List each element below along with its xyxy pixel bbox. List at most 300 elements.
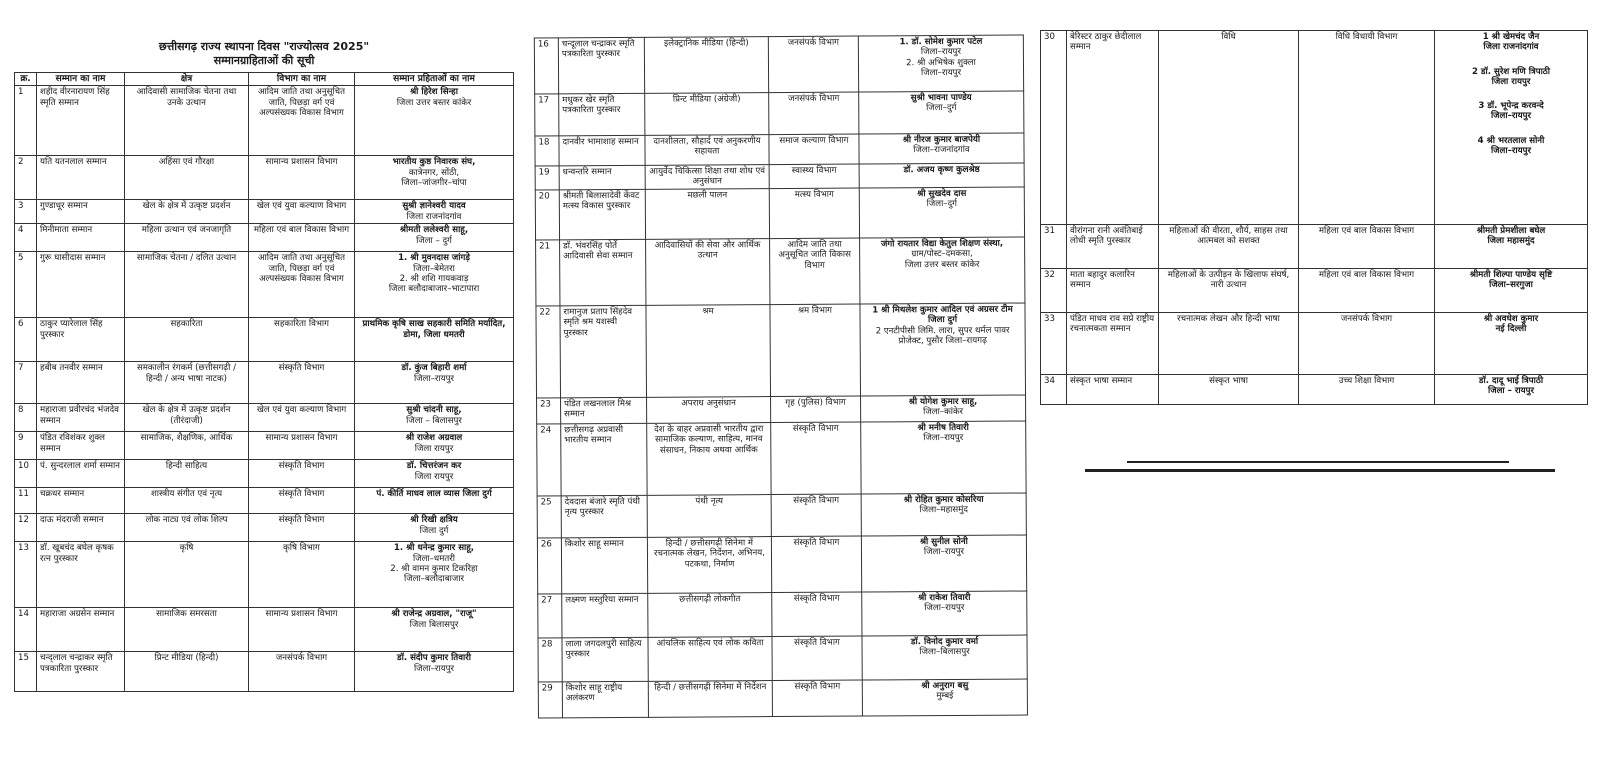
award-name: श्रीमती बिलासादेवी केंवट मत्स्य विकास पुरस्कार [559, 189, 645, 240]
recipient-line: श्री सुखदेव दास [917, 188, 967, 200]
award-field: विधि [1159, 31, 1299, 225]
award-name: पंडित माधव राव सप्रे राष्ट्रीय रचनात्मकता सम्मान [1067, 313, 1159, 375]
award-field: सामाजिक समरसता [125, 608, 249, 652]
award-field: हिन्दी / छत्तीसगढ़ी सिनेमा में निर्देशन [648, 681, 772, 718]
table-row [1041, 269, 1588, 313]
recipient-line: श्रीमती ललेश्वरी साहू, [399, 225, 469, 236]
award-name: हबीब तनवीर सम्मान [37, 362, 125, 404]
award-name: ठाकुर प्यारेलाल सिंह पुरस्कार [37, 318, 125, 362]
table-row [535, 187, 1024, 240]
award-field: आदिवासी सामाजिक चेतना तथा उनके उत्थान [125, 86, 249, 156]
table-row [1041, 313, 1588, 375]
recipient-cell [355, 318, 514, 362]
recipient-cell [355, 488, 514, 514]
document-page-3 [1040, 30, 1588, 432]
recipient-line: जिला–रायपुर [920, 47, 961, 58]
award-field: पंथी नृत्य [647, 495, 771, 538]
award-field: रचनात्मक लेखन और हिन्दी भाषा [1159, 313, 1299, 375]
recipient-line: जिला–महासमुंद [919, 505, 968, 516]
recipient-line: जिला–रायपुर [920, 67, 962, 79]
department-name: जनसंपर्क विभाग [768, 36, 858, 93]
recipient-cell [862, 591, 1027, 636]
table-row [15, 542, 514, 608]
award-field: श्रम [646, 305, 771, 398]
recipient-line: जिला बिलासपुर [409, 619, 459, 630]
table-row [535, 163, 1024, 190]
recipient-line: श्री योगेश कुमार साहू, [908, 396, 978, 408]
recipient-line: सुश्री चांदनी साहू, [406, 405, 462, 416]
title-line-2: सम्मानग्राहिताओं की सूची [213, 54, 315, 67]
department-name: जनसंपर्क विभाग [769, 92, 859, 135]
recipient-line: जिला राजनांदगांव [406, 211, 462, 222]
recipient-line: 2. श्री अभिषेक शुक्ला [906, 57, 976, 68]
award-field: हिन्दी साहित्य [125, 460, 249, 488]
department-name: सहकारिता विभाग [249, 318, 355, 362]
department-name: समाज कल्याण विभाग [769, 134, 859, 165]
header-award: सम्मान का नाम [37, 73, 125, 86]
recipient-line: श्री मनीष तिवारी [917, 422, 969, 434]
recipient-line: श्री राजेश अग्रवाल [405, 433, 463, 444]
serial-number: 29 [538, 682, 562, 718]
award-field: सामाजिक, शैक्षणिक, आर्थिक [125, 432, 249, 460]
recipient-line: पं. कीर्ति माधव लाल व्यास जिला दुर्ग [376, 489, 492, 500]
recipient-line: 2. श्री शशि गायकवाड़ [399, 273, 469, 284]
serial-number: 31 [1041, 225, 1067, 269]
serial-number: 4 [15, 224, 37, 252]
department-name: आदिम जाति तथा अनुसूचित जाति विकास विभाग [770, 238, 860, 305]
document-page-1 [14, 30, 514, 742]
serial-number: 26 [537, 538, 561, 594]
recipient-line: जिला–रायपुर [924, 603, 965, 614]
recipient-cell [859, 133, 1024, 164]
recipient-line: ग्राम/पोस्ट–दमकसा, [911, 249, 973, 260]
department-name: संस्कृति विभाग [771, 494, 861, 537]
award-field: खेल के क्षेत्र में उत्कृष्ट प्रदर्शन [125, 200, 249, 224]
recipient-cell [355, 652, 514, 692]
award-name: किशोर साहू सम्मान [561, 537, 647, 594]
department-name: महिला एवं बाल विकास विभाग [1299, 225, 1435, 269]
department-name: संस्कृति विभाग [772, 680, 862, 717]
serial-number: 12 [15, 514, 37, 542]
award-name: गुरू घासीदास सम्मान [37, 252, 125, 318]
recipient-line: जिला–दुर्ग [926, 103, 957, 114]
recipient-line: श्री अवधेश कुमार [1483, 314, 1539, 324]
award-field: दानशीलता, सौहार्द एवं अनुकरणीय सहायता [645, 135, 769, 166]
department-name: आदिम जाति तथा अनुसूचित जाति, पिछड़ा वर्ग एवं अल्पसंख्यक विकास विभाग [249, 252, 355, 318]
separator-line [1127, 461, 1509, 463]
serial-number: 23 [537, 398, 561, 424]
recipient-line: 2. श्री वामन कुमार टिकरिहा [390, 563, 478, 574]
table-row [537, 421, 1026, 496]
recipient-line: श्रीमती शिल्पा पाण्डेय सृष्टि [1469, 270, 1553, 280]
recipient-line: 1. श्री मुवनदास जांगड़े [398, 253, 470, 264]
recipient-line: भारतीय कुष्ठ निवारक संघ, [392, 157, 476, 168]
serial-number: 34 [1041, 375, 1067, 405]
recipient-cell [1435, 375, 1588, 405]
award-field: महिलाओं के उत्पीड़न के खिलाफ संघर्ष, नारी उत्थान [1159, 269, 1299, 313]
department-name: सामान्य प्रशासन विभाग [249, 156, 355, 200]
table-row [15, 362, 514, 404]
recipient-line: 1 श्री खेमचंद जैन [1482, 32, 1540, 42]
award-name: डॉ. भंवरसिंह पोर्ते आदिवासी सेवा सम्मान [560, 239, 646, 306]
award-field: देश के बाहर अप्रवासी भारतीय द्वारा सामाजिक कल्याण, साहित्य, मानव संसाधन, निकाय अथवा आर्थिक [647, 423, 771, 496]
table-row [1041, 31, 1588, 225]
table-row [535, 133, 1024, 166]
recipient-cell [862, 635, 1027, 680]
recipient-cell [355, 432, 514, 460]
recipient-cell [355, 86, 514, 156]
serial-number: 13 [15, 542, 37, 608]
recipient-line: 1. श्री धनेन्द्र कुमार साहू, [393, 543, 475, 554]
serial-number: 17 [535, 94, 559, 136]
award-name: दाऊ मंदराजी सम्मान [37, 514, 125, 542]
award-name: गुण्डाधूर सम्मान [37, 200, 125, 224]
table-row [15, 224, 514, 252]
department-name: मत्स्य विभाग [769, 188, 859, 239]
award-name: महाराजा प्रवीरचंद भंजदेव सम्मान [37, 404, 125, 432]
award-name: मधुकर खेर स्मृति पत्रकारिता पुरस्कार [559, 93, 645, 136]
table-row [15, 608, 514, 652]
recipient-line: मुम्बई [936, 691, 954, 702]
recipient-line: जिला–रायपुर [923, 433, 964, 444]
recipient-line: डॉ. कुंज बिहारी शर्मा [401, 363, 467, 374]
award-name: किशोर साहू राष्ट्रीय अलंकरण [562, 681, 648, 718]
recipient-line: 1 श्री मिथलेश कुमार आदिल एवं अग्रसर टीम जिला दुर्ग [872, 304, 1013, 326]
table-row [15, 252, 514, 318]
award-field: हिन्दी / छत्तीसगढ़ी सिनेमा में रचनात्मक लेखन, निर्देशन, अभिनय, पटकथा, निर्माण [647, 537, 771, 594]
recipient-line: श्री राकेश तिवारी [918, 592, 971, 604]
table-row [15, 404, 514, 432]
recipient-line: श्री रोहित कुमार कोसरिया [903, 494, 984, 506]
recipient-cell [355, 156, 514, 200]
header-dept: विभाग का नाम [249, 73, 355, 86]
recipient-cell [355, 608, 514, 652]
award-name: बेरिस्टर ठाकुर छेदीलाल सम्मान [1067, 31, 1159, 225]
recipient-line: जिला–बिलासपुर [919, 647, 970, 658]
recipient-line: 1. डॉ. सोमेश कुमार पटेल [899, 36, 983, 48]
header-field: क्षेत्र [125, 73, 249, 86]
recipient-line: जिला–रायपुर [923, 547, 965, 558]
serial-number: 20 [535, 190, 559, 240]
recipient-cell [355, 460, 514, 488]
recipient-line: जिला–बलौदाबाजार [404, 574, 464, 585]
award-field: खेल के क्षेत्र में उत्कृष्ट प्रदर्शन (तीरंदाजी) [125, 404, 249, 432]
recipient-cell [861, 493, 1026, 536]
table-row [15, 652, 514, 692]
award-name: डॉ. खूबचंद बघेल कृषक रत्न पुरस्कार [37, 542, 125, 608]
awards-table [534, 35, 1028, 719]
table-row [15, 200, 514, 224]
serial-number: 16 [534, 38, 558, 94]
recipient-cell [355, 514, 514, 542]
serial-number: 1 [15, 86, 37, 156]
serial-number: 21 [536, 240, 560, 306]
award-name: धन्वन्तरि सम्मान [559, 165, 645, 190]
recipient-cell [860, 237, 1025, 304]
recipient-line: प्राथमिक कृषि साख सहकारी समिति मर्यादित, डोमा, जिला धमतरी [362, 319, 506, 340]
recipient-cell [859, 91, 1024, 134]
awards-table [1040, 30, 1588, 405]
serial-number: 7 [15, 362, 37, 404]
recipient-cell [355, 224, 514, 252]
recipient-line: डॉ. दादू भाई त्रिपाठी [1478, 376, 1544, 386]
table-row [537, 395, 1026, 424]
serial-number: 14 [15, 608, 37, 652]
award-field: महिला उत्थान एवं जनजागृति [125, 224, 249, 252]
department-name: संस्कृति विभाग [249, 460, 355, 488]
recipient-cell [861, 535, 1026, 592]
table-row [15, 318, 514, 362]
department-name: खेल एवं युवा कल्याण विभाग [249, 404, 355, 432]
recipient-line: जिला – दुर्ग [416, 235, 452, 246]
department-name: संस्कृति विभाग [772, 636, 862, 681]
department-name: संस्कृति विभाग [249, 514, 355, 542]
serial-number: 6 [15, 318, 37, 362]
recipient-line: जिला–बेमेतरा [413, 263, 455, 274]
award-field: प्रिन्ट मीडिया (हिन्दी) [125, 652, 249, 692]
serial-number: 19 [535, 166, 559, 190]
department-name: सामान्य प्रशासन विभाग [249, 608, 355, 652]
department-name: महिला एवं बाल विकास विभाग [1299, 269, 1435, 313]
recipient-line: जिला–रायपुर [413, 373, 455, 384]
recipient-line: जिला–रायपुर [1490, 111, 1532, 122]
award-name: रामानुज प्रताप सिंहदेव स्मृति श्रम यशस्वी पुरस्कार [560, 305, 647, 398]
recipient-line: जिला–रायपुर [1490, 146, 1532, 157]
recipient-line: जिला बलौदाबाजार–भाटापारा [388, 284, 480, 295]
award-field: महिलाओं की वीरता, शौर्य, साहस तथा आत्मबल को सशक्त [1159, 225, 1299, 269]
serial-number: 2 [15, 156, 37, 200]
award-field: मछली पालन [645, 189, 769, 240]
recipient-cell [862, 679, 1027, 716]
recipient-line: जिला उत्तर बस्तर कांकेर [396, 97, 472, 108]
award-name: मिनीमाता सम्मान [37, 224, 125, 252]
table-row [538, 635, 1027, 682]
table-row [15, 432, 514, 460]
recipient-line: श्री रिखी क्षत्रिय [410, 515, 458, 526]
recipient-line: जिला रायपुर [414, 471, 454, 482]
recipient-line: जिला–कांकेर [923, 407, 964, 418]
award-name: पं. सुन्दरलाल शर्मा सम्मान [37, 460, 125, 488]
department-name: संस्कृति विभाग [249, 488, 355, 514]
recipient-line: सुश्री भावना पाण्डेय [910, 92, 972, 104]
department-name: श्रम विभाग [770, 304, 861, 397]
department-name: विधि विधायी विभाग [1299, 31, 1435, 225]
award-field: आंचलिक साहित्य एवं लोक कविता [648, 637, 772, 682]
department-name: खेल एवं युवा कल्याण विभाग [249, 200, 355, 224]
award-name: लाला जगदलपुरी साहित्य पुरस्कार [562, 637, 648, 682]
serial-number: 10 [15, 460, 37, 488]
recipient-cell [1435, 313, 1588, 375]
award-name: देवदास बंजारे स्मृति पंथी नृत्य पुरस्कार [561, 495, 647, 538]
recipient-line: श्री नीरज कुमार बाजपेयी [902, 134, 981, 146]
award-field: सामाजिक चेतना / दलित उत्थान [125, 252, 249, 318]
recipient-cell [355, 200, 514, 224]
recipient-cell [1435, 269, 1588, 313]
recipient-line: नई दिल्ली [1495, 324, 1527, 335]
recipient-cell [861, 395, 1026, 422]
recipient-line: श्रीमती प्रेमशीला बघेल [1476, 226, 1546, 236]
recipient-line: जिला – बिलासपुर [406, 415, 462, 426]
recipient-cell [859, 163, 1024, 188]
table-row [535, 91, 1024, 136]
table-row [538, 591, 1027, 638]
serial-number: 5 [15, 252, 37, 318]
recipient-line: श्री राजेन्द्र अग्रवाल, "राजू" [391, 609, 477, 620]
serial-number: 8 [15, 404, 37, 432]
department-name: महिला एवं बाल विकास विभाग [249, 224, 355, 252]
recipient-line: जिला–राजनांदगांव [913, 145, 970, 156]
recipient-cell [355, 542, 514, 608]
recipient-cell [1435, 225, 1588, 269]
recipient-line: जंगो रायतार विद्या केतुल शिक्षण संस्था, [880, 238, 1004, 250]
recipient-line: जिला–जांजगीर–चांपा [401, 177, 467, 188]
document-title [14, 40, 514, 68]
table-row [15, 86, 514, 156]
award-name: चन्द्लाल चन्द्राकर स्मृति पत्रकारिता पुरस्कार [37, 652, 125, 692]
department-name: कृषि विभाग [249, 542, 355, 608]
recipient-line: श्री अनुराग बसु [921, 680, 969, 692]
table-row [537, 493, 1026, 538]
recipient-line: डॉ. अजय कृष्ण कुलश्रेष्ठ [903, 164, 980, 176]
document-page-2 [534, 35, 1028, 753]
serial-number: 33 [1041, 313, 1067, 375]
award-name: दानवीर भामाशाह सम्मान [559, 135, 645, 166]
award-name: छत्तीसगढ़ अप्रवासी भारतीय सम्मान [561, 423, 647, 496]
serial-number: 25 [537, 496, 561, 538]
award-name: शहीद वीरनारायण सिंह स्मृति सम्मान [37, 86, 125, 156]
recipient-line: 2 एनटीपीसी लिमि. लारा, सुपर थर्मल पावर प्रोजेक्ट, पुसौर जिला–रायगढ़ [875, 325, 1010, 347]
award-field: इलेक्ट्रानिक मीडिया (हिन्दी) [644, 37, 768, 94]
serial-number: 28 [538, 638, 562, 682]
department-name: जनसंपर्क विभाग [1299, 313, 1435, 375]
award-name: यति यतनलाल सम्मान [37, 156, 125, 200]
recipient-line: श्री सुनील सोनी [919, 536, 968, 548]
department-name: संस्कृति विभाग [771, 536, 861, 593]
award-name: लक्ष्मण मस्तुरिया सम्मान [562, 593, 648, 638]
awards-table [14, 72, 514, 692]
recipient-line: श्री हिरेश सिन्हा [410, 87, 458, 98]
award-name: माता बहादुर कलारिन सम्मान [1067, 269, 1159, 313]
header-recipient: सम्मान प्रहिताओं का नाम [355, 73, 514, 86]
award-name: चक्रधर सम्मान [37, 488, 125, 514]
table-row [536, 303, 1026, 398]
department-name: उच्च शिक्षा विभाग [1299, 375, 1435, 405]
table-header-row [15, 73, 514, 86]
award-name: महाराजा अग्रसेन सम्मान [37, 608, 125, 652]
serial-number: 11 [15, 488, 37, 514]
department-name: संस्कृति विभाग [249, 362, 355, 404]
award-field: आयुर्वेद चिकित्सा शिक्षा तथा शोध एवं अनुसंधान [645, 165, 769, 190]
recipient-line: जिला–धमतरी [412, 553, 455, 564]
serial-number: 32 [1041, 269, 1067, 313]
recipient-line: जिला दुर्ग [419, 525, 449, 536]
recipient-line: डॉ. संदीप कुमार तिवारी [397, 653, 471, 664]
recipient-cell [355, 252, 514, 318]
department-name: जनसंपर्क विभाग [249, 652, 355, 692]
award-field: आदिवासियों की सेवा और आर्थिक उत्थान [646, 239, 770, 306]
recipient-line: जिला – रायपुर [1487, 386, 1535, 397]
award-field: शास्त्रीय संगीत एवं नृत्य [125, 488, 249, 514]
recipient-cell [860, 303, 1026, 396]
title-line-1: छत्तीसगढ़ राज्य स्थापना दिवस "राज्योत्सव 2025" [158, 40, 370, 53]
recipient-line: जिला–दुर्ग [926, 199, 958, 210]
recipient-cell [859, 187, 1024, 238]
award-name: संस्कृत भाषा सम्मान [1067, 375, 1159, 405]
table-row [538, 679, 1027, 718]
department-name: संस्कृति विभाग [771, 422, 861, 495]
award-name: पंडित रविशंकर शुक्ल सम्मान [37, 432, 125, 460]
serial-number: 30 [1041, 31, 1067, 225]
recipient-line: जिला रायपुर [414, 443, 454, 454]
award-field: प्रिन्ट मीडिया (अंग्रेजी) [645, 93, 769, 136]
table-row [1041, 225, 1588, 269]
table-row [15, 514, 514, 542]
serial-number: 15 [15, 652, 37, 692]
award-field: लोक नाट्य एवं लोक शिल्प [125, 514, 249, 542]
award-name: पंडित लखनलाल मिश्र सम्मान [561, 397, 647, 424]
department-name: आदिम जाति तथा अनुसूचित जाति, पिछड़ा वर्ग एवं अल्पसंख्यक विकास विभाग [249, 86, 355, 156]
department-name: संस्कृति विभाग [772, 592, 862, 637]
award-field: समकालीन रंगकर्म (छत्तीसगढ़ी / हिन्दी / अन्य भाषा नाटक) [125, 362, 249, 404]
recipient-line: डॉ. विनोद कुमार वर्मा [910, 636, 979, 648]
serial-number: 24 [537, 424, 561, 496]
award-field: अहिंसा एवं गौरक्षा [125, 156, 249, 200]
table-row [534, 35, 1023, 94]
recipient-line: जिला महासमुंद [1487, 236, 1535, 247]
recipient-cell [355, 362, 514, 404]
award-field: संस्कृत भाषा [1159, 375, 1299, 405]
table-row [537, 535, 1026, 594]
table-row [1041, 375, 1588, 405]
department-name: स्वास्थ्य विभाग [769, 164, 859, 189]
table-row [536, 237, 1025, 306]
recipient-cell [861, 421, 1026, 494]
header-sno: क्र. [15, 73, 37, 86]
recipient-line: सुश्री ज्ञानेश्वरी यादव [402, 201, 466, 212]
recipient-line: कात्रेनगर, सोंठी, [408, 167, 460, 178]
award-field: छत्तीसगढ़ी लोकगीत [648, 593, 772, 638]
serial-number: 9 [15, 432, 37, 460]
department-name: गृह (पुलिस) विभाग [771, 396, 861, 423]
serial-number: 18 [535, 136, 559, 166]
award-field: अपराध अनुसंधान [647, 397, 771, 424]
serial-number: 3 [15, 200, 37, 224]
table-row [15, 156, 514, 200]
recipient-line: जिला–सरगुजा [1489, 280, 1533, 291]
recipient-line: डॉ. चित्तरंजन कर [406, 461, 462, 472]
recipient-line: जिला राजनांदगांव [1483, 42, 1539, 53]
recipient-line: 4 श्री भरतलाल सोनी [1477, 135, 1545, 146]
award-field: सहकारिता [125, 318, 249, 362]
recipient-cell [355, 404, 514, 432]
serial-number: 22 [536, 306, 561, 398]
separator-line [1085, 469, 1555, 472]
serial-number: 27 [538, 594, 562, 638]
department-name: सामान्य प्रशासन विभाग [249, 432, 355, 460]
recipient-line: 2 डॉ. सुरेश मणि त्रिपाठी [1471, 66, 1551, 77]
award-name: चन्दूलाल चन्द्राकर स्मृति पत्रकारिता पुरस्कार [558, 37, 644, 94]
table-row [15, 460, 514, 488]
recipient-line: जिला उत्तर बस्तर कांकेर [904, 259, 980, 270]
recipient-line: जिला–रायपुर [413, 663, 455, 674]
recipient-line: 3 डॉ. भूपेन्द्र करवन्दे [1478, 101, 1544, 112]
recipient-cell [858, 35, 1023, 92]
award-field: कृषि [125, 542, 249, 608]
recipient-cell [1435, 31, 1588, 225]
award-name: वीरांगना रानी अवंतिबाई लोधी स्मृति पुरस्कार [1067, 225, 1159, 269]
table-row [15, 488, 514, 514]
recipient-line: जिला रायपुर [1491, 76, 1531, 87]
